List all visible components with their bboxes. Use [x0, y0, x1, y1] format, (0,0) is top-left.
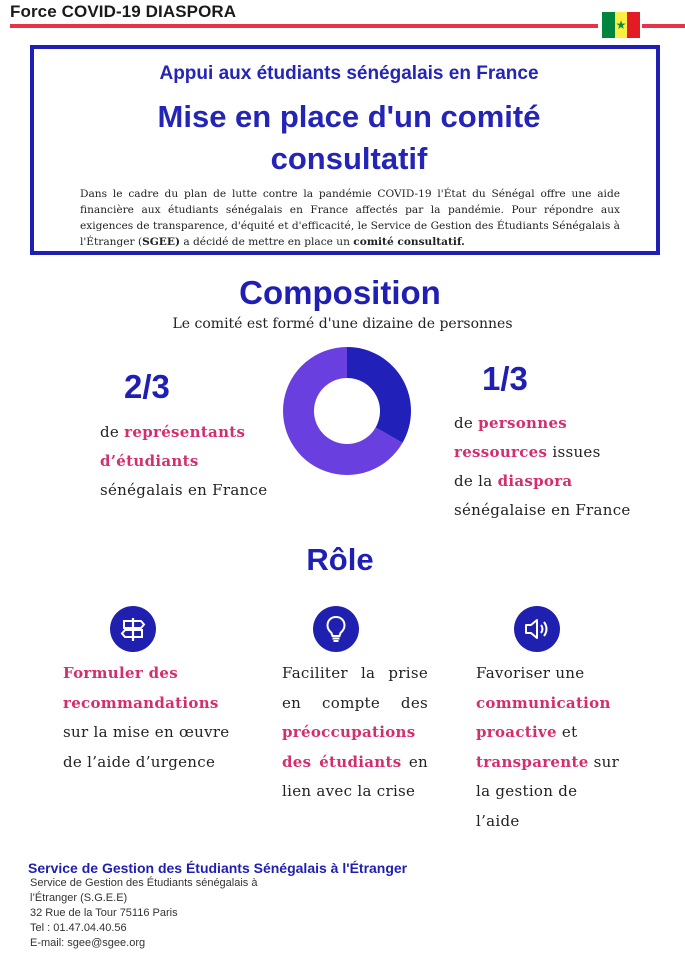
right-pre: de: [454, 414, 479, 432]
intro-title-line1: Mise en place d'un comité: [157, 99, 541, 134]
donut-slice-diaspora: [347, 347, 411, 443]
role-column-communication: [476, 659, 626, 836]
left-post: sénégalais en France: [100, 481, 268, 499]
fraction-right: 1/3: [482, 360, 528, 397]
right-post1: issues: [547, 443, 601, 461]
col3-highlight2: proactive: [476, 723, 557, 741]
intro-title: [34, 96, 664, 180]
role-column-recommendations: [63, 659, 243, 777]
footer-email-text: E-mail: sgee@sgee.org: [30, 937, 146, 949]
footer-email[interactable]: [30, 936, 145, 951]
signpost-icon: [110, 606, 156, 652]
role-title: Rôle: [306, 542, 374, 577]
intro-text-part2: a décidé de mettre en place un: [179, 236, 354, 248]
col3-highlight3: transparente: [476, 752, 589, 771]
composition-right-description: [454, 409, 664, 525]
left-pre: de: [100, 423, 125, 441]
col1-highlight1: Formuler des: [63, 664, 178, 682]
speaker-icon: [514, 606, 560, 652]
footer-phone: Tel : 01.47.04.40.56: [30, 922, 127, 934]
col1-highlight2: recommandations: [63, 693, 219, 712]
right-pre2: de la: [454, 472, 498, 490]
right-post2: sénégalaise en France: [454, 501, 631, 519]
right-highlight2: ressources: [454, 443, 548, 461]
composition-left-description: [100, 418, 300, 505]
senegal-flag-icon: [602, 12, 640, 38]
col2-line2: en compte des: [282, 693, 428, 712]
left-highlight2: d’étudiants: [100, 452, 199, 470]
right-highlight3: diaspora: [497, 472, 573, 490]
footer-organization: Service de Gestion des Étudiants sénégalais à l’Étranger (S.G.E.E): [30, 877, 258, 904]
col3-line5: la gestion de: [476, 782, 578, 800]
left-highlight1: représentants: [124, 423, 246, 441]
footer-address: 32 Rue de la Tour 75116 Paris: [30, 907, 178, 919]
col2-line5: lien avec la crise: [282, 782, 416, 800]
col1-line3: sur la mise en œuvre: [63, 723, 230, 741]
col3-line1: Favoriser une: [476, 664, 585, 682]
header-divider-right: [642, 24, 685, 28]
composition-subtitle: Le comité est formé d'une dizaine de personnes: [172, 316, 513, 332]
col2-post: en: [401, 752, 428, 771]
intro-text-part1: Dans le cadre du plan de lutte contre la pandémie COVID-19 l'État du Sénégal offre une aide financière aux étudiants sénégalais en France affectés par la pandémie. Pour répondre aux exigences de transparence, d'équité et d'efficacité, le Service de Gestion des Étudiants Sénégalais à l'Étranger (: [80, 188, 620, 248]
intro-text-acronym: SGEE): [142, 236, 180, 248]
right-highlight1: personnes: [478, 414, 568, 432]
col3-line6: l’aide: [476, 811, 520, 830]
intro-paragraph: [80, 186, 620, 250]
header-divider: [10, 24, 598, 28]
col2-highlight2: des étudiants: [282, 752, 402, 771]
composition-donut-chart: [282, 346, 412, 476]
col3-post1: et: [556, 723, 578, 741]
intro-title-line2: consultatif: [270, 141, 428, 176]
col3-post2: sur: [588, 752, 620, 771]
footer-title: Service de Gestion des Étudiants Sénégalais à l'Étranger: [28, 860, 408, 876]
role-column-concerns: [282, 659, 428, 807]
flag-star-icon: ★: [615, 18, 627, 32]
composition-title: Composition: [239, 274, 441, 311]
fraction-left: 2/3: [124, 368, 170, 405]
col1-line4: de l’aide d’urgence: [63, 752, 216, 771]
header-title: Force COVID-19 DIASPORA: [10, 2, 237, 21]
intro-text-bold-end: comité consultatif.: [353, 236, 465, 248]
col2-line1: Faciliter la prise: [282, 664, 428, 682]
intro-subtitle: Appui aux étudiants sénégalais en France: [159, 63, 539, 84]
intro-box: [30, 45, 660, 255]
col2-highlight1: préoccupations: [282, 723, 416, 741]
col3-highlight1: communication: [476, 693, 611, 712]
lightbulb-icon: [313, 606, 359, 652]
